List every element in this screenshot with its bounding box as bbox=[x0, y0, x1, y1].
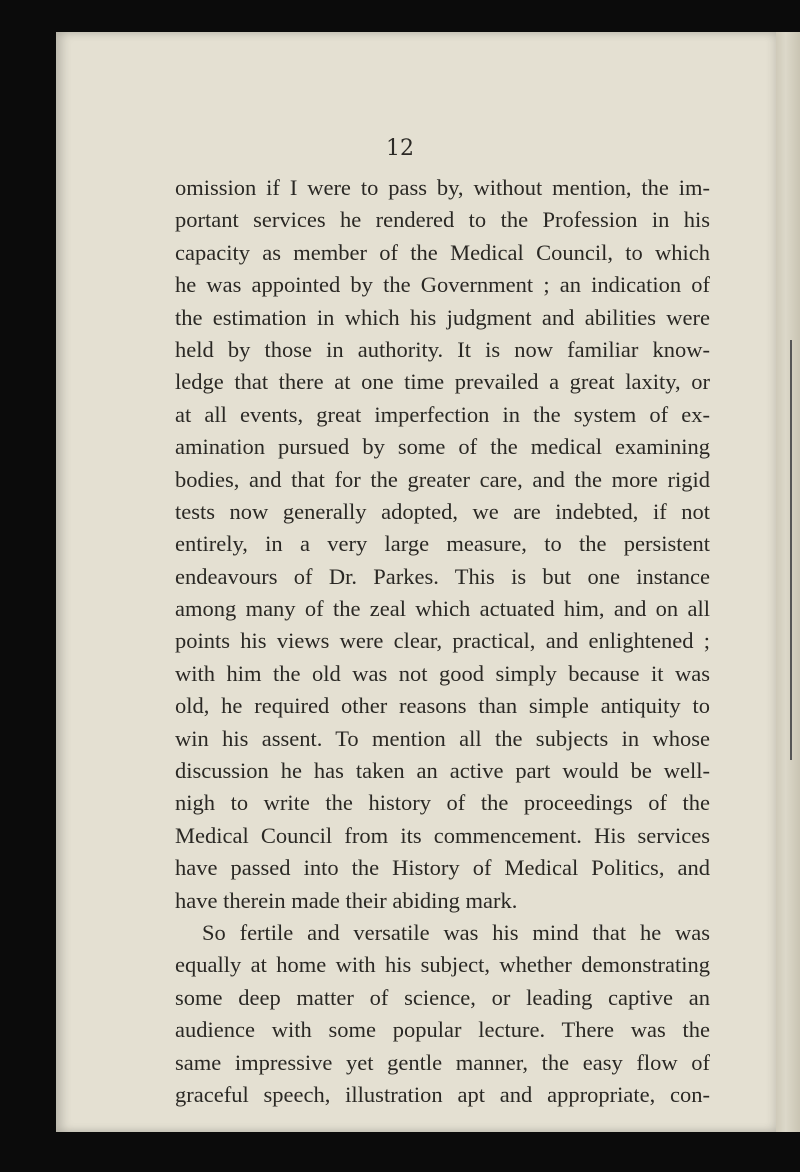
text-line: ledge that there at one time prevailed a great laxity, or bbox=[175, 369, 710, 395]
text-line: win his assent. To mention all the subjects in whose bbox=[175, 725, 710, 751]
text-line: portant services he rendered to the Profession in his bbox=[175, 207, 710, 233]
text-line: old, he required other reasons than simple antiquity to bbox=[175, 693, 710, 719]
page-edge-shadow bbox=[790, 340, 792, 760]
text-line: have passed into the History of Medical Politics, and bbox=[175, 855, 710, 881]
text-line: Medical Council from its commencement. His services bbox=[175, 822, 710, 848]
text-line: capacity as member of the Medical Council, to which bbox=[175, 239, 710, 265]
text-line: with him the old was not good simply because it was bbox=[175, 660, 710, 686]
text-line: at all events, great imperfection in the system of ex- bbox=[175, 401, 710, 427]
text-line: omission if I were to pass by, without mention, the im- bbox=[175, 175, 710, 200]
text-line: bodies, and that for the greater care, and the more rigid bbox=[175, 466, 710, 492]
text-line: he was appointed by the Government ; an indication of bbox=[175, 272, 710, 298]
text-line: entirely, in a very large measure, to the persistent bbox=[175, 531, 710, 557]
text-line: nigh to write the history of the proceedings of the bbox=[175, 790, 710, 816]
text-line: endeavours of Dr. Parkes. This is but one instance bbox=[175, 563, 710, 589]
body-text bbox=[175, 172, 710, 1111]
text-line: some deep matter of science, or leading captive an bbox=[175, 984, 710, 1010]
paragraph-end-line: have therein made their abiding mark. bbox=[175, 887, 518, 913]
text-line: tests now generally adopted, we are indebted, if not bbox=[175, 498, 710, 524]
text-line: audience with some popular lecture. There was the bbox=[175, 1017, 710, 1043]
next-page-edge bbox=[776, 32, 800, 1132]
text-line: same impressive yet gentle manner, the easy flow of bbox=[175, 1049, 710, 1075]
text-line: equally at home with his subject, whether demonstrating bbox=[175, 952, 710, 978]
text-line: among many of the zeal which actuated him, and on all bbox=[175, 596, 710, 622]
page-number: 12 bbox=[386, 136, 414, 161]
text-line: amination pursued by some of the medical examining bbox=[175, 434, 710, 460]
text-line: points his views were clear, practical, and enlightened ; bbox=[175, 628, 710, 654]
text-line: held by those in authority. It is now familiar know- bbox=[175, 336, 710, 362]
text-line: discussion he has taken an active part would be well- bbox=[175, 758, 710, 784]
paragraph-start-line: So fertile and versatile was his mind that he was bbox=[202, 919, 710, 945]
text-line: graceful speech, illustration apt and appropriate, con- bbox=[175, 1081, 710, 1107]
text-line: the estimation in which his judgment and abilities were bbox=[175, 304, 710, 330]
